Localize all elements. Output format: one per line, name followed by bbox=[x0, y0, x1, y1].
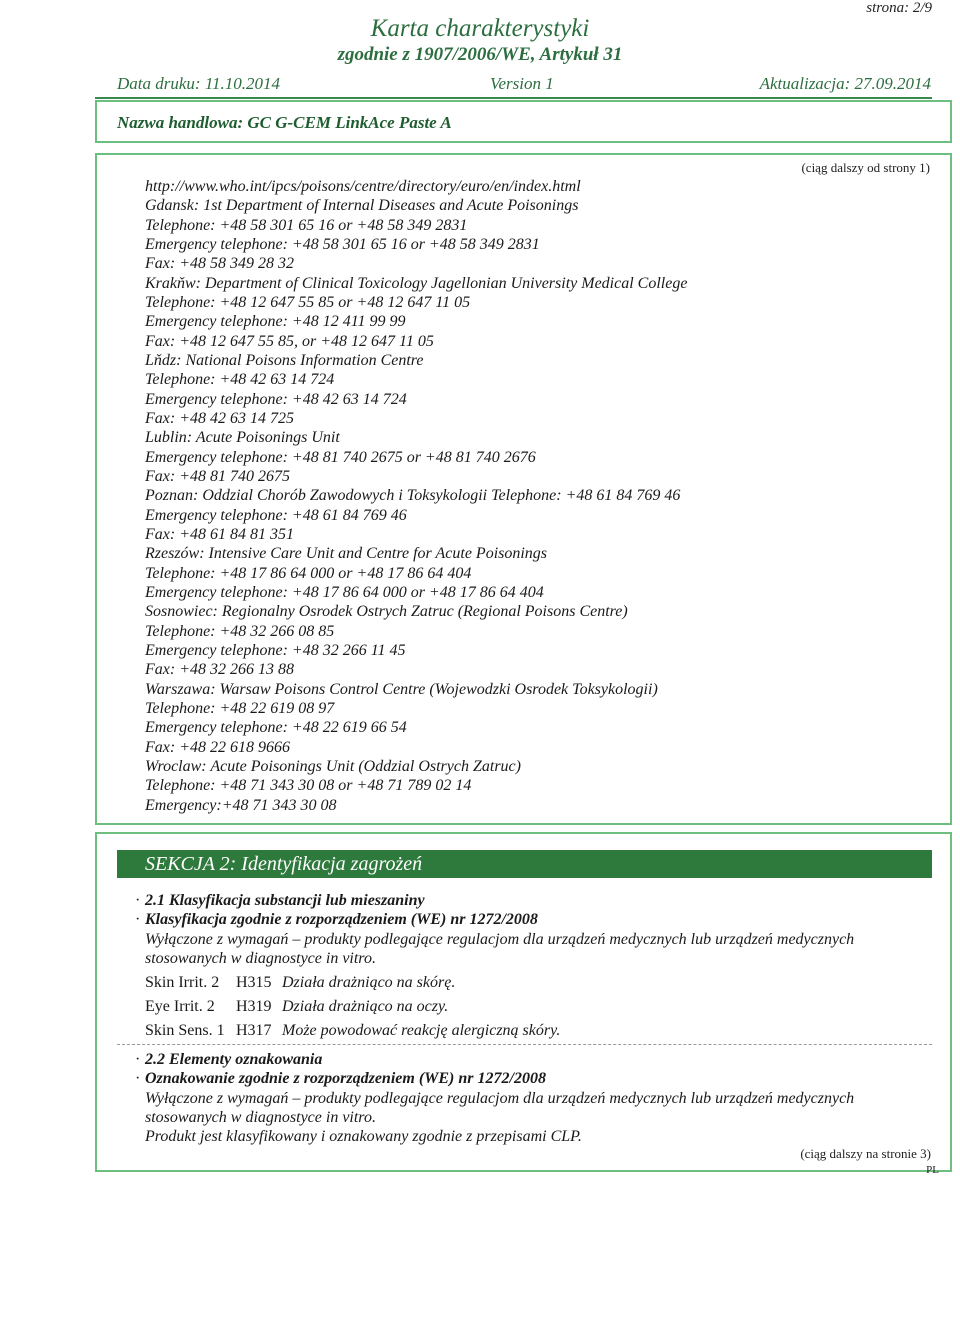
contact-line: Fax: +48 12 647 55 85, or +48 12 647 11 05 bbox=[145, 333, 434, 350]
hazard-statement: Może powodować reakcję alergiczną skóry. bbox=[282, 1022, 561, 1039]
contact-line: Emergency telephone: +48 58 301 65 16 or +48 58 349 2831 bbox=[145, 236, 540, 253]
contact-line: Emergency telephone: +48 17 86 64 000 or +48 17 86 64 404 bbox=[145, 584, 544, 601]
contact-line: Krakňw: Department of Clinical Toxicology Jagellonian University Medical College bbox=[145, 275, 688, 292]
contact-line: Telephone: +48 58 301 65 16 or +48 58 349 2831 bbox=[145, 217, 468, 234]
contact-line: Telephone: +48 42 63 14 724 bbox=[145, 371, 335, 388]
hazard-class: Skin Sens. 1 bbox=[145, 1022, 225, 1039]
hazard-code: H315 bbox=[236, 974, 272, 991]
dashed-separator bbox=[117, 1044, 932, 1045]
contact-line: Telephone: +48 22 619 08 97 bbox=[145, 700, 335, 717]
header-rule bbox=[95, 97, 932, 99]
contact-line: Emergency:+48 71 343 30 08 bbox=[145, 797, 337, 814]
language-code: PL bbox=[926, 1164, 939, 1176]
contact-line: Fax: +48 22 618 9666 bbox=[145, 739, 290, 756]
hazard-code: H319 bbox=[236, 998, 272, 1015]
contact-line: Fax: +48 32 266 13 88 bbox=[145, 661, 294, 678]
hazard-statement: Działa drażniąco na oczy. bbox=[282, 998, 449, 1015]
subsection-heading-2-2: 2.2 Elementy oznakowania bbox=[145, 1051, 323, 1068]
version-label: Version 1 bbox=[490, 74, 554, 93]
section-title: SEKCJA 2: Identyfikacja zagrożeń bbox=[145, 853, 423, 875]
bullet-dot: · bbox=[135, 911, 141, 928]
subsection-heading-2-1: 2.1 Klasyfikacja substancji lub mieszaniny bbox=[145, 892, 425, 909]
exemption-text: stosowanych w diagnostyce in vitro. bbox=[145, 950, 376, 967]
contact-line: Warszawa: Warsaw Poisons Control Centre (Wojewodzki Osrodek Toksykologii) bbox=[145, 681, 658, 698]
exemption-text: stosowanych w diagnostyce in vitro. bbox=[145, 1109, 376, 1126]
contact-line: Fax: +48 61 84 81 351 bbox=[145, 526, 294, 543]
hazard-code: H317 bbox=[236, 1022, 272, 1039]
hazard-class: Skin Irrit. 2 bbox=[145, 974, 220, 991]
page-number: strona: 2/9 bbox=[866, 0, 932, 16]
bullet-dot: · bbox=[135, 1051, 141, 1068]
continued-from-note: (ciąg dalszy od strony 1) bbox=[801, 160, 930, 175]
clp-statement: Produkt jest klasyfikowany i oznakowany zgodnie z przepisami CLP. bbox=[145, 1128, 582, 1145]
classification-heading: Klasyfikacja zgodnie z rozporządzeniem (WE) nr 1272/2008 bbox=[145, 911, 538, 928]
bullet-dot: · bbox=[135, 892, 141, 909]
contact-line: Emergency telephone: +48 12 411 99 99 bbox=[145, 313, 406, 330]
contact-line: Emergency telephone: +48 81 740 2675 or +48 81 740 2676 bbox=[145, 449, 536, 466]
contact-line: Wroclaw: Acute Poisonings Unit (Oddzial Ostrych Zatruc) bbox=[145, 758, 521, 775]
document-subtitle: zgodnie z 1907/2006/WE, Artykuł 31 bbox=[337, 44, 623, 65]
contact-line: Fax: +48 81 740 2675 bbox=[145, 468, 290, 485]
contact-line: Poznan: Oddzial Chorób Zawodowych i Toksykologii Telephone: +48 61 84 769 46 bbox=[145, 487, 681, 504]
contact-line: Emergency telephone: +48 32 266 11 45 bbox=[145, 642, 406, 659]
hazard-class: Eye Irrit. 2 bbox=[145, 998, 215, 1015]
hazard-statement: Działa drażniąco na skórę. bbox=[282, 974, 456, 991]
exemption-text: Wyłączone z wymagań – produkty podlegające regulacjom dla urządzeń medycznych lub urządzeń medycznych bbox=[145, 931, 855, 948]
contact-line: Fax: +48 58 349 28 32 bbox=[145, 255, 294, 272]
update-date: Aktualizacja: 27.09.2014 bbox=[759, 74, 931, 93]
contact-line: Telephone: +48 12 647 55 85 or +48 12 647 11 05 bbox=[145, 294, 471, 311]
contact-line: Telephone: +48 17 86 64 000 or +48 17 86 64 404 bbox=[145, 565, 472, 582]
exemption-text: Wyłączone z wymagań – produkty podlegające regulacjom dla urządzeń medycznych lub urządzeń medycznych bbox=[145, 1090, 855, 1107]
contact-line: Gdansk: 1st Department of Internal Diseases and Acute Poisonings bbox=[145, 197, 579, 214]
bullet-dot: · bbox=[135, 1070, 141, 1087]
contact-line: Rzeszów: Intensive Care Unit and Centre for Acute Poisonings bbox=[145, 545, 548, 562]
contact-line: Emergency telephone: +48 61 84 769 46 bbox=[145, 507, 407, 524]
document-title: Karta charakterystyki bbox=[370, 15, 590, 42]
contact-line: http://www.who.int/ipcs/poisons/centre/directory/euro/en/index.html bbox=[145, 178, 581, 195]
continued-to-note: (ciąg dalszy na stronie 3) bbox=[800, 1146, 931, 1161]
contact-line: Telephone: +48 32 266 08 85 bbox=[145, 623, 335, 640]
contact-line: Lňdz: National Poisons Information Centre bbox=[145, 352, 424, 369]
contact-line: Lublin: Acute Poisonings Unit bbox=[145, 429, 340, 446]
trade-name: Nazwa handlowa: GC G-CEM LinkAce Paste A bbox=[117, 113, 452, 132]
contact-line: Emergency telephone: +48 22 619 66 54 bbox=[145, 719, 407, 736]
contact-line: Telephone: +48 71 343 30 08 or +48 71 789 02 14 bbox=[145, 777, 472, 794]
print-date: Data druku: 11.10.2014 bbox=[117, 74, 281, 93]
contact-line: Emergency telephone: +48 42 63 14 724 bbox=[145, 391, 407, 408]
contact-line: Fax: +48 42 63 14 725 bbox=[145, 410, 294, 427]
contact-line: Sosnowiec: Regionalny Osrodek Ostrych Zatruc (Regional Poisons Centre) bbox=[145, 603, 628, 620]
labelling-heading: Oznakowanie zgodnie z rozporządzeniem (WE) nr 1272/2008 bbox=[145, 1070, 546, 1087]
